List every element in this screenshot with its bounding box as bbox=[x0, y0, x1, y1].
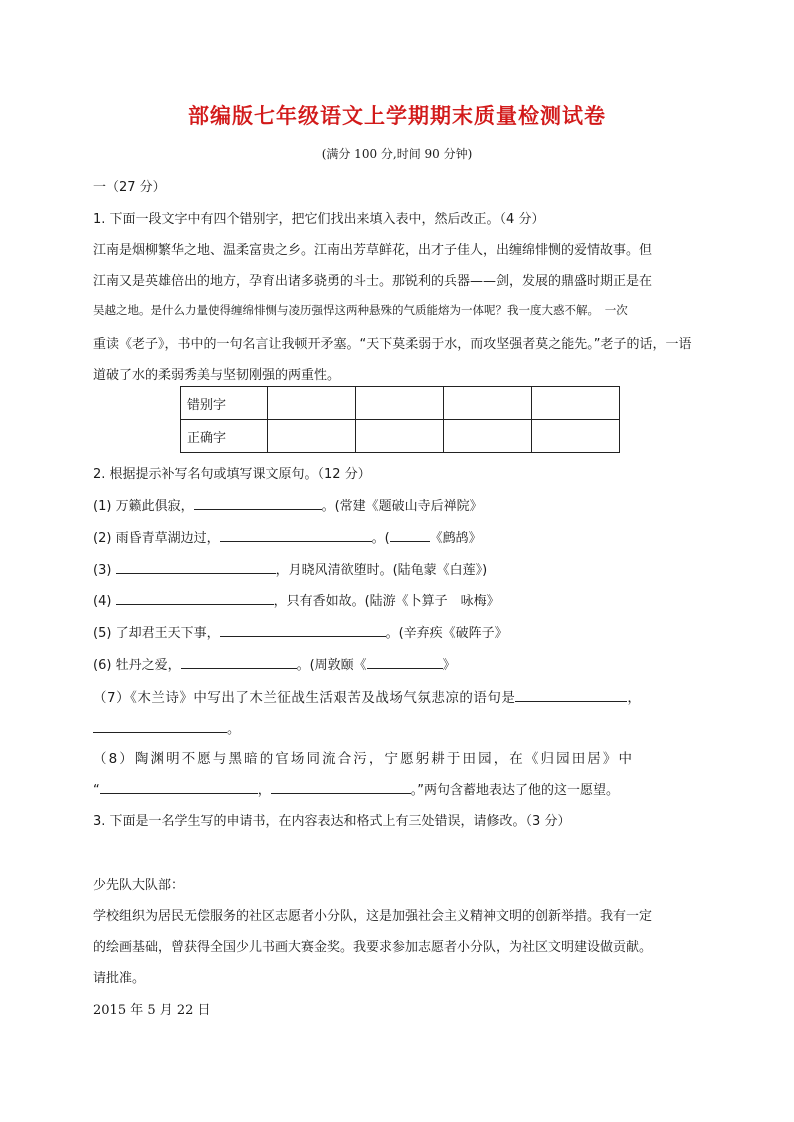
q2-item bbox=[93, 559, 487, 578]
item-text: 雨昏青草湖边过， bbox=[115, 531, 220, 546]
answer-blank[interactable] bbox=[515, 688, 627, 702]
letter-salutation: 少先队大队部： bbox=[93, 878, 185, 893]
item-text: ，只有香如故。(陆游《卜算子 咏梅》 bbox=[273, 594, 500, 609]
item-text: ， bbox=[257, 783, 271, 798]
row-label-correct: 正确字 bbox=[181, 420, 268, 453]
answer-blank[interactable] bbox=[116, 560, 276, 574]
q1-passage-line: 道破了水的柔弱秀美与坚韧刚强的两重性。 bbox=[93, 368, 341, 383]
answer-blank[interactable] bbox=[271, 780, 411, 794]
item-number: (3) bbox=[93, 563, 112, 578]
q2-item bbox=[93, 527, 482, 546]
answer-blank[interactable] bbox=[100, 780, 258, 794]
item-text: （7）《木兰诗》中写出了木兰征战生活艰苦及战场气氛悲凉的语句是 bbox=[93, 690, 516, 706]
letter-body-line: 请批准。 bbox=[93, 971, 146, 986]
answer-blank[interactable] bbox=[181, 655, 297, 669]
item-text: 。”两句含蓄地表达了他的这一愿望。 bbox=[410, 783, 620, 798]
answer-blank[interactable] bbox=[390, 528, 430, 542]
q2-item-8-cont bbox=[93, 779, 619, 798]
answer-cell[interactable] bbox=[268, 420, 356, 453]
answer-cell[interactable] bbox=[444, 387, 532, 420]
table-row bbox=[181, 387, 620, 420]
q3-prompt: 3. 下面是一名学生写的申请书，在内容表达和格式上有三处错误，请修改。（3 分） bbox=[93, 814, 571, 829]
letter-body-line: 学校组织为居民无偿服务的社区志愿者小分队，这是加强社会主义精神文明的创新举措。我有一定 bbox=[93, 909, 653, 924]
exam-title: 部编版七年级语文上学期期末质量检测试卷 bbox=[188, 104, 606, 128]
item-text: 。(周敦颐《 bbox=[296, 658, 367, 673]
q2-item bbox=[93, 654, 456, 673]
item-text: 》 bbox=[442, 658, 456, 673]
letter-body-line: 的绘画基础，曾获得全国少儿书画大赛金奖。我要求参加志愿者小分队，为社区文明建设做贡献。 bbox=[93, 940, 653, 955]
item-text: 。( bbox=[371, 531, 390, 546]
answer-blank[interactable] bbox=[93, 719, 227, 733]
answer-blank[interactable] bbox=[220, 528, 372, 542]
q1-passage-line: 江南又是英雄倍出的地方，孕育出诸多骁勇的斗士。那锐利的兵器——剑，发展的鼎盛时期正是在 bbox=[93, 274, 653, 289]
item-text: 牡丹之爱， bbox=[115, 658, 181, 673]
answer-cell[interactable] bbox=[356, 420, 444, 453]
item-text: “ bbox=[93, 783, 100, 798]
row-label-wrong: 错别字 bbox=[181, 387, 268, 420]
item-number: (2) bbox=[93, 531, 112, 546]
item-number: (1) bbox=[93, 499, 112, 514]
q1-passage-line: 吴越之地。是什么力量使得缠绵悱恻与凌历强悍这两种悬殊的气质能熔为一体呢？我一度大惑不解。 一次 bbox=[93, 303, 628, 317]
section-heading: 一（27 分） bbox=[93, 180, 166, 195]
answer-cell[interactable] bbox=[532, 420, 620, 453]
item-text: ， bbox=[627, 690, 642, 706]
item-text: ，月晓风清欲堕时。(陆龟蒙《白莲》) bbox=[275, 563, 488, 578]
item-text: 《鹧鸪》 bbox=[429, 531, 482, 546]
q2-prompt: 2. 根据提示补写名句或填写课文原句。（12 分） bbox=[93, 467, 371, 482]
answer-blank[interactable] bbox=[116, 591, 274, 605]
q1-passage-line: 江南是烟柳繁华之地、温柔富贵之乡。江南出芳草鲜花，出才子佳人，出缠绵悱恻的爱情故事。但 bbox=[93, 243, 653, 258]
q2-item bbox=[93, 495, 483, 514]
answer-cell[interactable] bbox=[356, 387, 444, 420]
item-number: (5) bbox=[93, 626, 112, 641]
table-row bbox=[181, 420, 620, 453]
answer-cell[interactable] bbox=[444, 420, 532, 453]
q1-prompt: 1. 下面一段文字中有四个错别字，把它们找出来填入表中，然后改正。（4 分） bbox=[93, 212, 545, 227]
q2-item bbox=[93, 590, 500, 609]
answer-blank[interactable] bbox=[194, 496, 322, 510]
answer-blank[interactable] bbox=[220, 623, 386, 637]
answer-blank[interactable] bbox=[367, 655, 443, 669]
item-text: 。 bbox=[227, 722, 241, 737]
answer-cell[interactable] bbox=[532, 387, 620, 420]
q2-item bbox=[93, 622, 508, 641]
letter-date: 2015 年 5 月 22 日 bbox=[93, 1003, 211, 1018]
q2-item-7-cont bbox=[93, 718, 240, 737]
item-number: (4) bbox=[93, 594, 112, 609]
answer-cell[interactable] bbox=[268, 387, 356, 420]
q2-item-8: （8）陶渊明不愿与黑暗的官场同流合污，宁愿躬耕于田园，在《归园田居》中 bbox=[93, 751, 635, 767]
item-text: 。(常建《题破山寺后禅院》 bbox=[321, 499, 483, 514]
item-text: 了却君王天下事， bbox=[115, 626, 220, 641]
item-number: (6) bbox=[93, 658, 112, 673]
q1-passage-line: 重读《老子》，书中的一句名言让我顿开矛塞。“天下莫柔弱于水，而攻坚强者莫之能先。”老子的话，一语 bbox=[93, 337, 692, 352]
exam-subtitle: (满分 100 分,时间 90 分钟) bbox=[321, 147, 473, 161]
correction-table bbox=[180, 386, 620, 453]
item-text: 万籁此俱寂， bbox=[115, 499, 194, 514]
item-text: 。(辛弃疾《破阵子》 bbox=[385, 626, 508, 641]
q2-item-7 bbox=[93, 686, 641, 706]
